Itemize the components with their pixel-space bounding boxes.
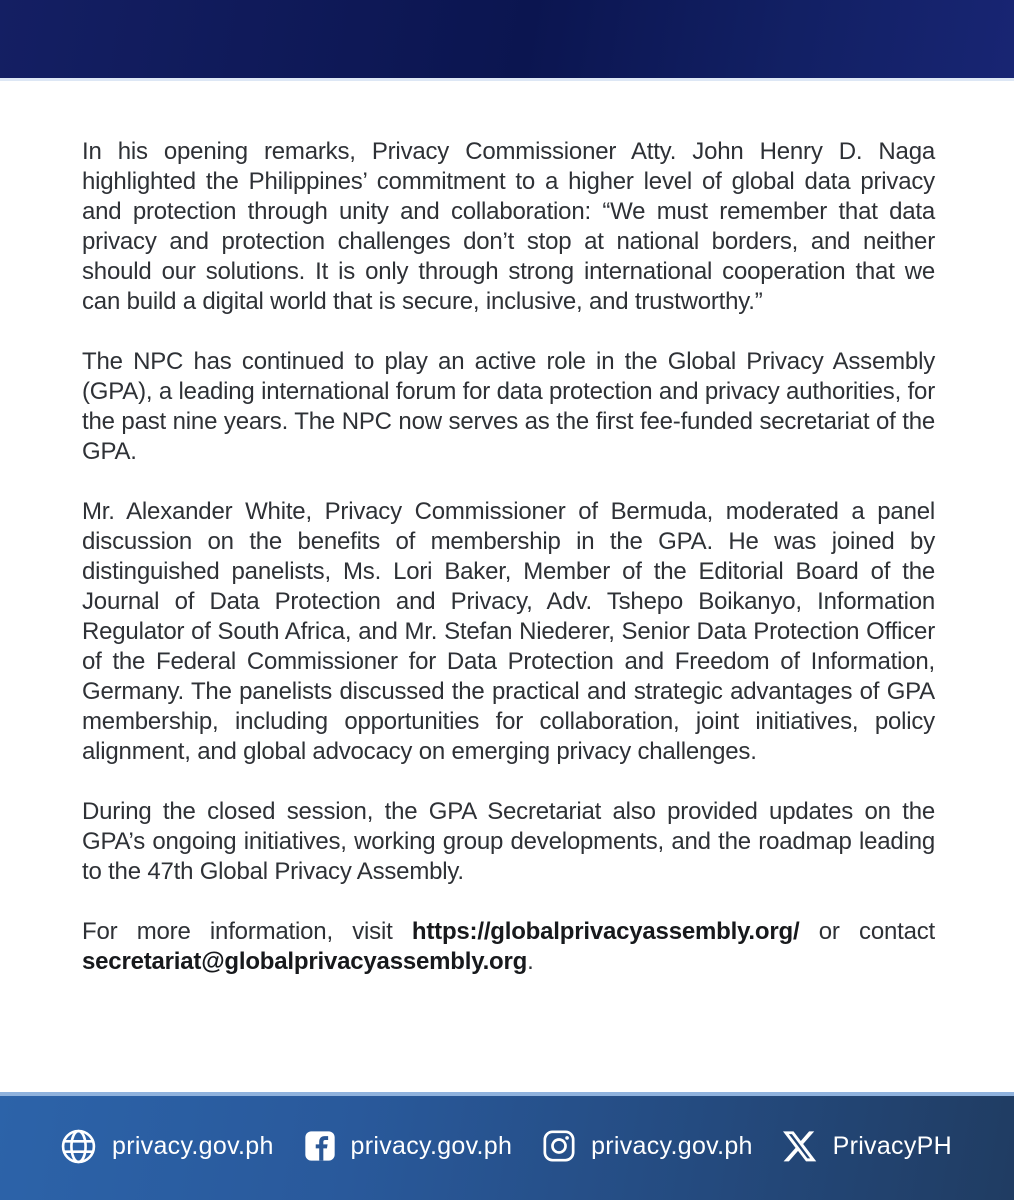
more-info-suffix: . bbox=[527, 948, 534, 975]
x-icon bbox=[783, 1129, 818, 1164]
facebook-icon bbox=[304, 1130, 336, 1162]
paragraph-panel-discussion: Mr. Alexander White, Privacy Commissioner of Bermuda, moderated a panel discussion on the benefits of membership in the GPA. He was joined by distinguished panelists, Ms. Lori Baker, Member of the Editorial Board of the Journal of Data Protection and Privacy, Adv. Tshepo Boikanyo, Information Regulator of South Africa, and Mr. Stefan Niederer, Senior Data Protection Officer of the Federal Commissioner for Data Protection and Freedom of Information, Germany. The panelists discussed the practical and strategic advantages of GPA membership, including opportunities for collaboration, joint initiatives, policy alignment, and global advocacy on emerging privacy challenges. bbox=[82, 498, 935, 765]
footer-band bbox=[0, 1092, 1014, 1200]
instagram-icon bbox=[542, 1129, 576, 1163]
more-info-prefix: For more information, visit bbox=[82, 918, 412, 945]
gpa-secretariat-email[interactable]: secretariat@globalprivacyassembly.org bbox=[82, 948, 528, 975]
header-band bbox=[0, 0, 1014, 81]
paragraph-closed-session: During the closed session, the GPA Secretariat also provided updates on the GPA’s ongoing initiatives, working group developments, and the roadmap leading to the 47th Global Privacy Assembly. bbox=[82, 798, 935, 885]
footer-website-handle: privacy.gov.ph bbox=[112, 1131, 274, 1160]
footer-instagram-handle: privacy.gov.ph bbox=[591, 1131, 753, 1160]
footer-item-facebook[interactable] bbox=[304, 1130, 513, 1162]
footer-item-website[interactable] bbox=[60, 1128, 274, 1165]
gpa-website-link[interactable]: https://globalprivacyassembly.org/ bbox=[411, 918, 800, 945]
footer-item-instagram[interactable] bbox=[542, 1129, 753, 1163]
paragraph-more-info bbox=[82, 917, 935, 977]
paragraph-npc-gpa-role: The NPC has continued to play an active role in the Global Privacy Assembly (GPA), a leading international forum for data protection and privacy authorities, for the past nine years. The NPC now serves as the first fee-funded secretariat of the GPA. bbox=[82, 348, 935, 465]
globe-icon bbox=[60, 1128, 97, 1165]
footer-item-x[interactable] bbox=[783, 1129, 952, 1164]
footer-x-handle: PrivacyPH bbox=[832, 1131, 952, 1160]
paragraph-opening-remarks: In his opening remarks, Privacy Commissioner Atty. John Henry D. Naga highlighted the Philippines’ commitment to a higher level of global data privacy and protection through unity and collaboration: “We must remember that data privacy and protection challenges don’t stop at national borders, and neither should our solutions. It is only through strong international cooperation that we can build a digital world that is secure, inclusive, and trustworthy.” bbox=[82, 138, 935, 315]
more-info-middle: or contact bbox=[799, 918, 936, 945]
article-body bbox=[0, 81, 1014, 1092]
footer-facebook-handle: privacy.gov.ph bbox=[350, 1131, 513, 1160]
